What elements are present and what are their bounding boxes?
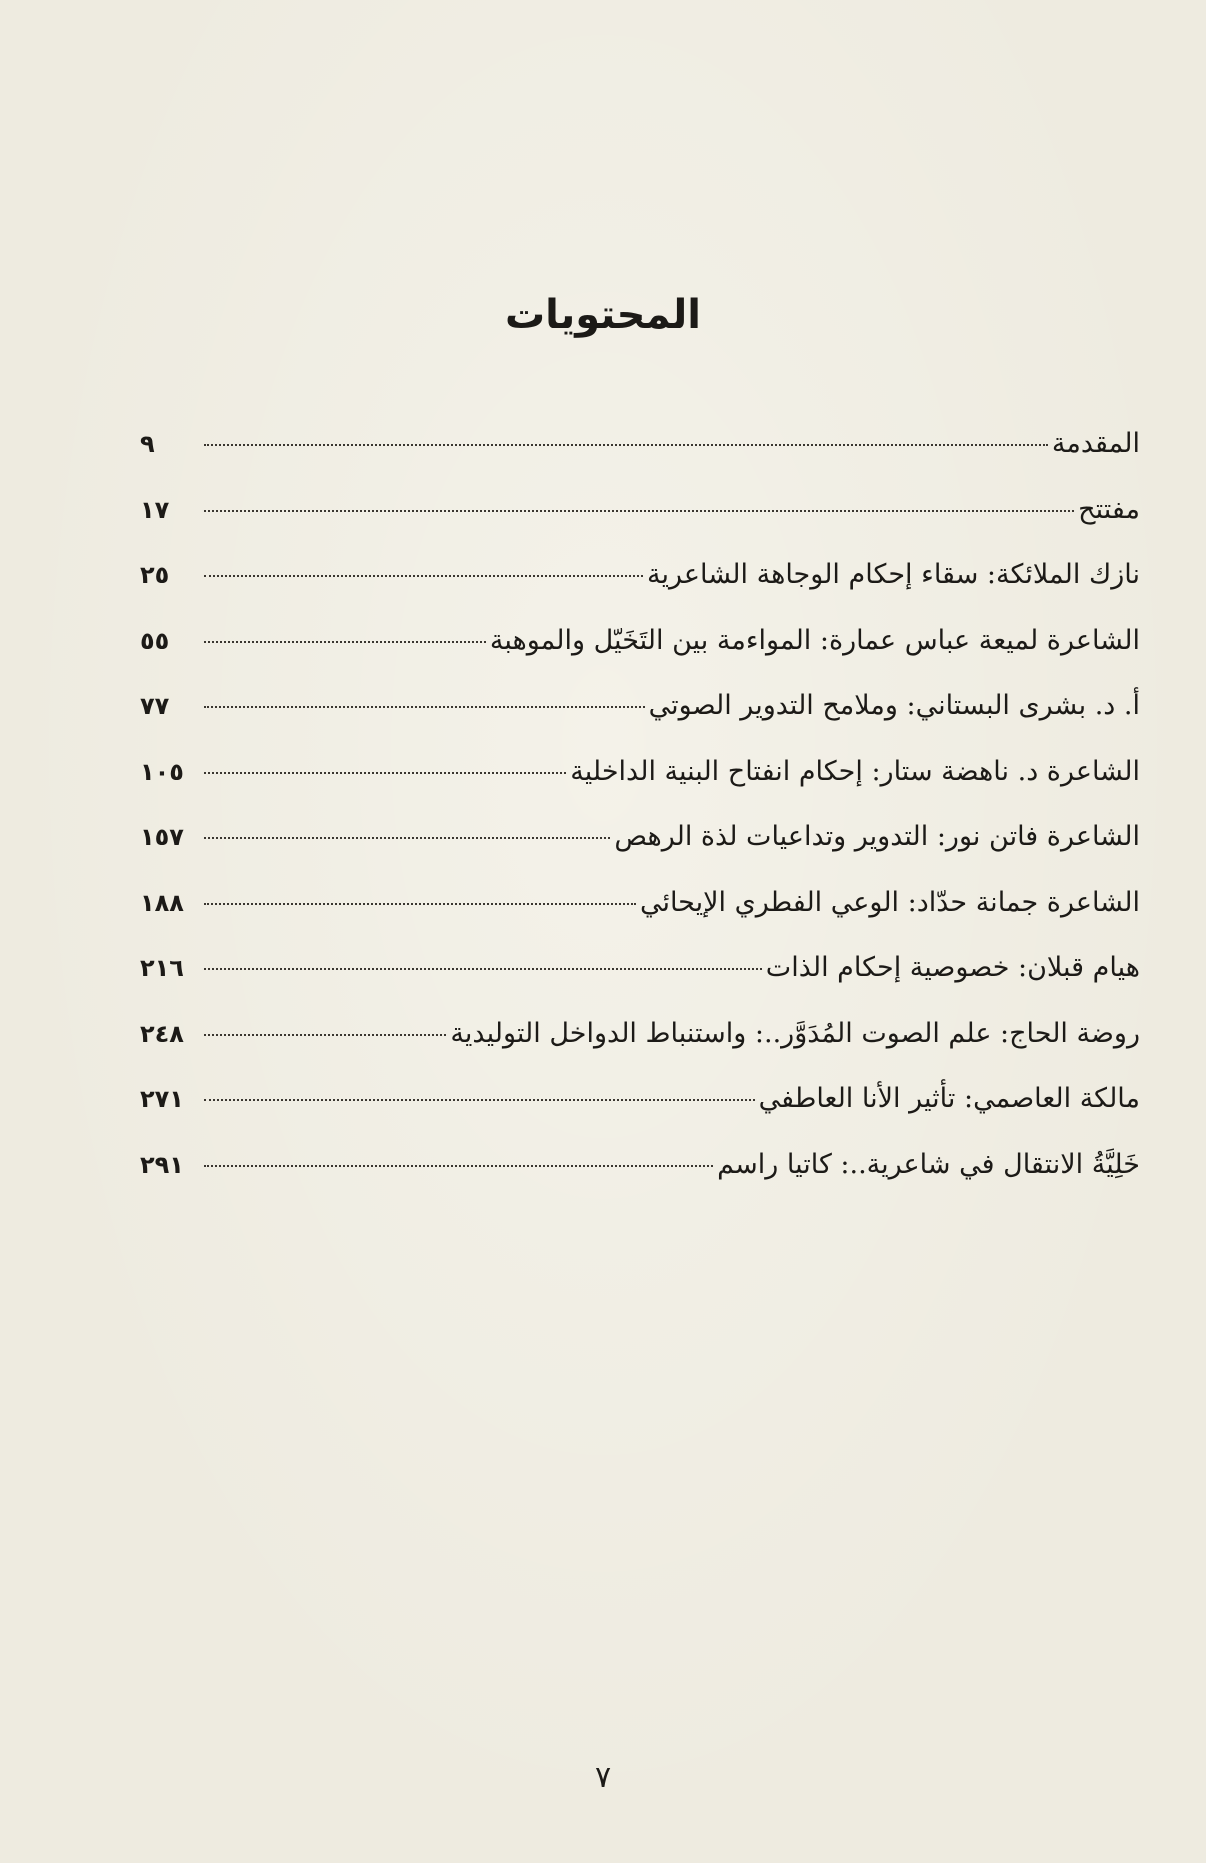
entry-title: مالكة العاصمي: تأثير الأنا العاطفي <box>758 1083 1140 1114</box>
entry-page-number: ٢٧١ <box>140 1085 184 1113</box>
table-of-contents <box>140 424 1140 1210</box>
toc-entry <box>140 490 1140 556</box>
entry-title: الشاعرة لميعة عباس عمارة: المواءمة بين التَخَيّل والموهبة <box>489 624 1140 656</box>
toc-entry <box>140 621 1140 687</box>
dot-leader <box>204 1034 446 1036</box>
dot-leader <box>204 444 1048 446</box>
dot-leader <box>204 575 643 577</box>
entry-title: هيام قبلان: خصوصية إحكام الذات <box>765 952 1140 983</box>
toc-entry <box>140 752 1140 818</box>
dot-leader <box>204 1165 713 1167</box>
entry-title: روضة الحاج: علم الصوت المُدَوَّر..: واستنباط الدواخل التوليدية <box>450 1017 1140 1049</box>
entry-page-number: ١٠٥ <box>140 757 184 786</box>
entry-page-number: ٥٥ <box>140 626 170 655</box>
entry-title: أ. د. بشرى البستاني: وملامح التدوير الصوتي <box>648 690 1140 721</box>
entry-page-number: ١٧ <box>140 495 170 524</box>
entry-title: مفتتح <box>1078 493 1140 525</box>
dot-leader <box>204 510 1074 512</box>
toc-entry <box>140 817 1140 883</box>
entry-page-number: ٧٧ <box>140 692 170 720</box>
dot-leader <box>204 968 762 970</box>
entry-page-number: ١٨٨ <box>140 888 184 917</box>
entry-title: الشاعرة جمانة حدّاد: الوعي الفطري الإيحائي <box>639 886 1140 918</box>
toc-entry <box>140 1145 1140 1211</box>
entry-page-number: ٢١٦ <box>140 954 184 982</box>
dot-leader <box>204 706 645 708</box>
toc-entry <box>140 686 1140 752</box>
entry-page-number: ٢٥ <box>140 561 170 589</box>
entry-page-number: ٩ <box>140 430 155 458</box>
entry-page-number: ٢٤٨ <box>140 1019 184 1048</box>
toc-entry <box>140 555 1140 621</box>
dot-leader <box>204 837 610 839</box>
entry-title: الشاعرة د. ناهضة ستار: إحكام انفتاح البنية الداخلية <box>570 755 1140 787</box>
dot-leader <box>204 1099 755 1101</box>
dot-leader <box>204 641 486 643</box>
page-number-footer: ٧ <box>594 1760 612 1795</box>
toc-entry <box>140 1079 1140 1145</box>
toc-entry <box>140 883 1140 949</box>
dot-leader <box>204 772 566 774</box>
entry-page-number: ١٥٧ <box>140 823 184 851</box>
toc-entry <box>140 948 1140 1014</box>
entry-title: نازك الملائكة: سقاء إحكام الوجاهة الشاعرية <box>647 559 1140 590</box>
page-title: المحتويات <box>504 292 701 338</box>
toc-entry <box>140 1014 1140 1080</box>
entry-title: خَلِيَّةُ الانتقال في شاعرية..: كاتيا راسم <box>717 1148 1140 1180</box>
dot-leader <box>204 903 636 905</box>
entry-title: المقدمة <box>1051 428 1140 459</box>
entry-page-number: ٢٩١ <box>140 1150 184 1179</box>
toc-entry <box>140 424 1140 490</box>
entry-title: الشاعرة فاتن نور: التدوير وتداعيات لذة الرهص <box>614 821 1140 852</box>
